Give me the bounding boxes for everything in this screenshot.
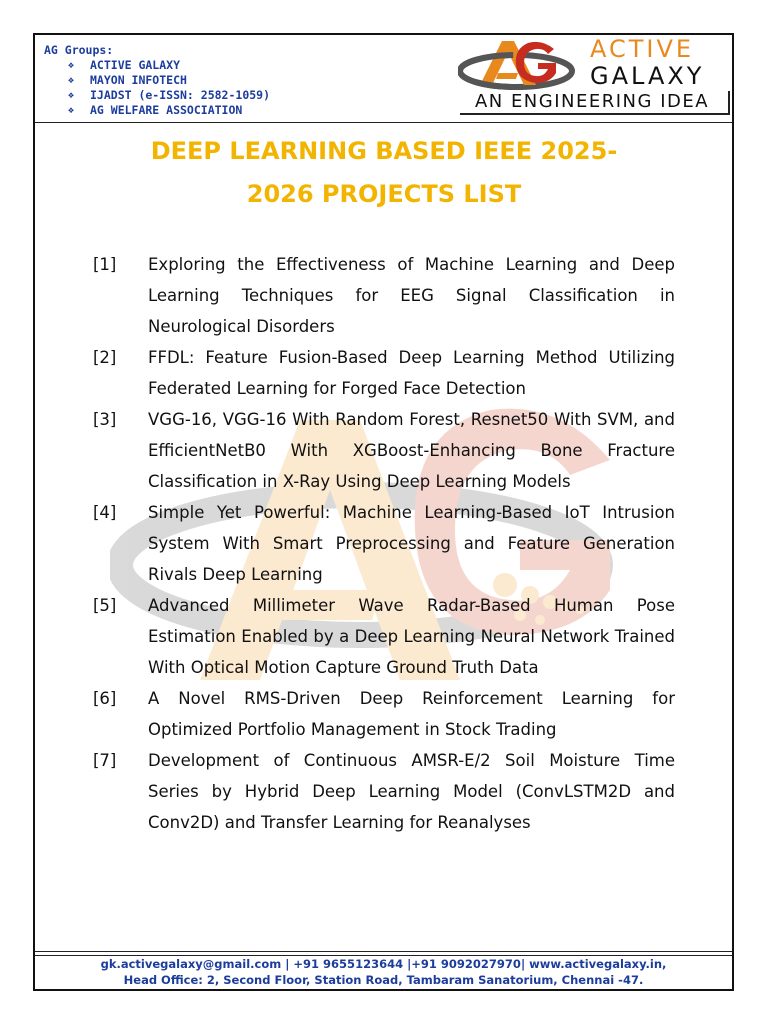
list-item [93, 342, 675, 404]
item-number: [3] [93, 410, 117, 429]
list-item [93, 497, 675, 590]
ag-groups-block [44, 43, 270, 118]
footer-address: Head Office: 2, Second Floor, Station Road, Tambaram Sanatorium, Chennai -47. [123, 973, 644, 987]
groups-item: ❖ IJADST (e-ISSN: 2582-1059) [68, 88, 271, 102]
list-item [93, 683, 675, 745]
item-text: A Novel RMS-Driven Deep Reinforcement Learning for Optimized Portfolio Management in Stock Trading [148, 689, 675, 739]
list-item [93, 249, 675, 342]
item-text: VGG-16, VGG-16 With Random Forest, Resnet50 With SVM, and EfficientNetB0 With XGBoost-Enhancing Bone Fracture Classification in X-Ray Using Deep Learning Models [148, 410, 675, 491]
active-galaxy-logo [458, 35, 730, 117]
item-number: [6] [93, 689, 117, 708]
item-text: Simple Yet Powerful: Machine Learning-Based IoT Intrusion System With Smart Preprocessing and Feature Generation Rivals Deep Learning [148, 503, 675, 584]
diamond-bullet-icon: ❖ [68, 60, 75, 71]
item-number: [1] [93, 255, 117, 274]
groups-list [44, 58, 270, 118]
header-divider [35, 122, 732, 123]
item-number: [5] [93, 596, 117, 615]
groups-title: AG Groups: [44, 43, 114, 57]
item-number: [2] [93, 348, 117, 367]
diamond-bullet-icon: ❖ [68, 105, 75, 116]
projects-list [93, 249, 675, 838]
groups-item: ❖ MAYON INFOTECH [68, 73, 187, 87]
logo-word-galaxy: GALAXY [590, 62, 705, 90]
item-number: [4] [93, 503, 117, 522]
item-number: [7] [93, 751, 117, 770]
item-text: Development of Continuous AMSR-E/2 Soil Moisture Time Series by Hybrid Deep Learning Model (ConvLSTM2D and Conv2D) and Transfer Learning for Reanalyses [148, 751, 675, 832]
list-item [93, 745, 675, 838]
ag-logo-mark-icon [458, 35, 588, 93]
footer-contact: gk.activegalaxy@gmail.com | +91 9655123644 |+91 9092027970| www.activegalaxy.in, [100, 957, 667, 971]
diamond-bullet-icon: ❖ [68, 75, 75, 86]
logo-word-active: ACTIVE [590, 35, 695, 63]
page-title-line1: DEEP LEARNING BASED IEEE 2025- [150, 137, 618, 165]
groups-item: ❖ ACTIVE GALAXY [68, 58, 181, 72]
item-text: FFDL: Feature Fusion-Based Deep Learning Method Utilizing Federated Learning for Forged Face Detection [148, 348, 675, 398]
list-item [93, 590, 675, 683]
list-item [93, 404, 675, 497]
diamond-bullet-icon: ❖ [68, 90, 75, 101]
item-text: Advanced Millimeter Wave Radar-Based Human Pose Estimation Enabled by a Deep Learning Neural Network Trained With Optical Motion Capture Ground Truth Data [148, 596, 675, 677]
footer-divider [35, 951, 732, 952]
item-text: Exploring the Effectiveness of Machine Learning and Deep Learning Techniques for EEG Signal Classification in Neurological Disorders [148, 255, 675, 336]
page-title-line2: 2026 PROJECTS LIST [246, 180, 522, 208]
groups-item: ❖ AG WELFARE ASSOCIATION [68, 103, 243, 117]
logo-tagline: AN ENGINEERING IDEA [474, 91, 710, 112]
